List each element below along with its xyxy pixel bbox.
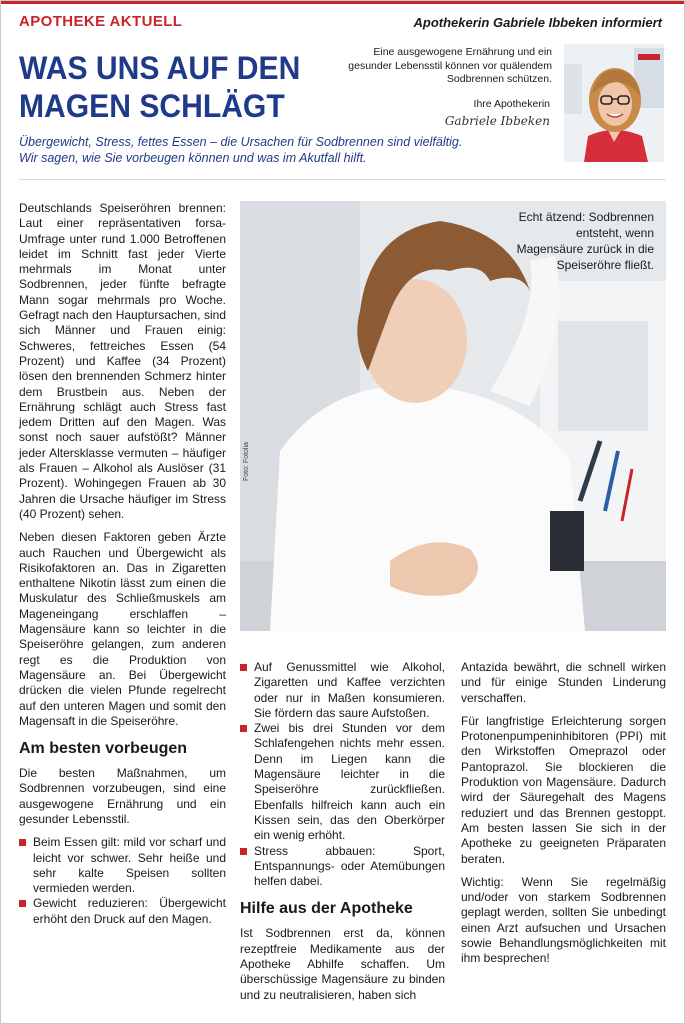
- paragraph: Deutschlands Speiseröhren brennen: Laut einer repräsentativen forsa-Umfrage unter rund 1.000 Betroffenen leidet im Schnitt fast jeder Vierte mehrmals im Monat unter Sodbrennen, jeder fünfte befragte Mann sogar mehrmals pro Woche. Gefragt nach den Hauptursachen, sind sich Männer und Frauen einig: Schweres, fettreiches Essen (54 Prozent) und Kaffee (34 Prozent) lösen den brennenden Schmerz hinter dem Brustbein aus. Neben der Ernährung schlägt auch Stress fast jedem Dritten auf den Magen. Was sonst noch sauer aufstößt? Männer jeder Altersklasse vermuten – häufiger als Frauen – Alkohol als Auslöser (31 Prozent). Wohingegen Frauen ab 30 Jahren die Ursache häufiger im Stress (40 Prozent) sehen.: [19, 201, 226, 521]
- paragraph: Ist Sodbrennen erst da, können rezeptfreie Medikamente aus der Apotheke Abhilfe schaffen. Um überschüssige Magensäure zu binden und zu neutralisieren, haben sich: [240, 926, 445, 1002]
- article-photo: [240, 201, 666, 631]
- article-subtitle: [19, 134, 549, 166]
- pharmacist-intro: Eine ausgewogene Ernährung und ein gesunder Lebensstil können vor quälendem Sodbrennen schützen.: [348, 46, 552, 85]
- article-title: [19, 49, 329, 125]
- paragraph: Wichtig: Wenn Sie regelmäßig und/oder von starkem Sodbrennen geplagt werden, sollten Sie unbedingt einen Arzt aufsuchen und Ursachen sowie Behandlungsmöglichkeiten mit ihm besprechen!: [461, 874, 666, 966]
- list-item: Zwei bis drei Stunden vor dem Schlafengehen nichts mehr essen. Denn im Liegen kann die Magensäure leichter in die Speiseröhre zurückfließen. Ebenfalls hilfreich kann auch ein Kissen sein, das den Oberkörper ein wenig erhöht.: [240, 721, 445, 843]
- top-rule: [1, 1, 685, 4]
- pharmacist-portrait: [564, 44, 664, 162]
- list-item: Beim Essen gilt: mild vor scharf und leicht vor schwer. Sehr heiße und sehr kalte Speisen sollten vermieden werden.: [19, 835, 226, 896]
- prevention-list: [19, 835, 226, 927]
- list-item: Stress abbauen: Sport, Entspannungs- oder Atemübungen helfen dabei.: [240, 844, 445, 890]
- heading-help: Hilfe aus der Apotheke: [240, 900, 413, 918]
- paragraph: Die besten Maßnahmen, um Sodbrennen vorzubeugen, sind eine ausgewogene Ernährung und ein gesunder Lebensstil.: [19, 766, 226, 826]
- list-item: Auf Genussmittel wie Alkohol, Zigaretten und Kaffee verzichten oder nur in Maßen konsumieren. Sie fördern das saure Aufstoßen.: [240, 660, 445, 721]
- paragraph: Für langfristige Erleichterung sorgen Protonenpumpeninhibitoren (PPI) mit den Wirkstoffen Omeprazol oder Pantoprazol. Sie blockieren die Produktion von Magensäure. Dadurch wird der Säuregehalt des Magens reduziert und das Brennen gestoppt. Am besten lassen Sie sich in der Apotheke zu geeigneten Präparaten beraten.: [461, 713, 666, 866]
- header-divider: [19, 179, 666, 180]
- column-3: [461, 660, 666, 975]
- signature: Gabriele Ibbeken: [444, 114, 550, 128]
- column-1: [19, 201, 226, 935]
- informer-line: Apothekerin Gabriele Ibbeken informiert: [413, 15, 662, 30]
- title-line-2: MAGEN SCHLÄGT: [19, 88, 285, 124]
- subtitle-line-2: Wir sagen, wie Sie vorbeugen können und was im Akutfall hilft.: [19, 151, 367, 165]
- title-line-1: WAS UNS AUF DEN: [19, 50, 301, 86]
- paragraph-continued: Antazida bewährt, die schnell wirken und für einige Stunden Linderung verschaffen.: [461, 660, 666, 705]
- column-2: [240, 660, 445, 1011]
- subtitle-line-1: Übergewicht, Stress, fettes Essen – die Ursachen für Sodbrennen sind vielfältig.: [19, 135, 463, 149]
- photo-caption: Echt ätzend: Sodbrennen entsteht, wenn Magensäure zurück in die Speiseröhre fließt.: [516, 210, 654, 272]
- paragraph: Neben diesen Faktoren geben Ärzte auch Rauchen und Übergewicht als Risikofaktoren an. Das in Zigaretten enthaltene Nikotin lässt zum einen die Muskulatur des Schließmuskels am Mageneingang erschlaffen – Magensäure kann so leichter in die Speiseröhre gelangen, zum anderen regt es die Produktion von Magensäure an. Bei Übergewicht drücken die vielen Pfunde regelrecht auf den unteren Magen und somit den Magensaft in die Speiseröhre.: [19, 530, 226, 728]
- list-item: Gewicht reduzieren: Übergewicht erhöht den Druck auf den Magen.: [19, 896, 226, 927]
- portrait-illustration: [564, 44, 664, 162]
- heading-prevent: Am besten vorbeugen: [19, 740, 188, 758]
- section-label: APOTHEKE AKTUELL: [19, 13, 183, 30]
- photo-credit: Foto: Fotolia: [243, 442, 250, 481]
- prevention-list-continued: [240, 660, 445, 889]
- sign-label: Ihre Apothekerin: [473, 98, 550, 110]
